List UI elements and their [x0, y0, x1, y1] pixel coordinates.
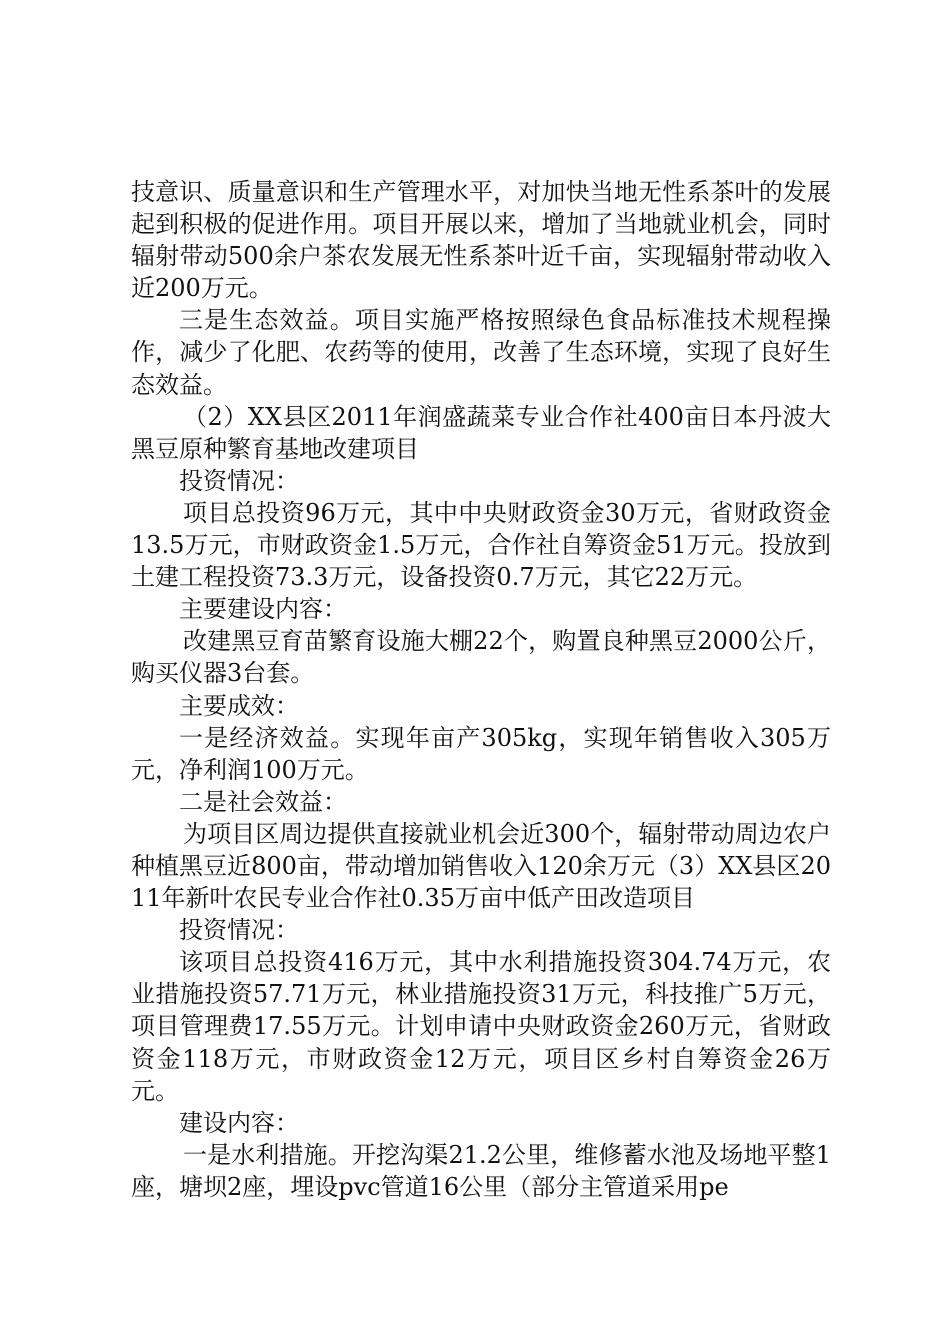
- paragraph-6: 主要建设内容：: [179, 595, 347, 624]
- paragraph-8: 主要成效：: [179, 691, 299, 720]
- paragraph-4: 投资情况：: [179, 466, 299, 495]
- paragraph-14: 建设内容：: [179, 1108, 299, 1137]
- paragraph-7: 改建黑豆育苗繁育设施大棚22个，购置良种黑豆2000公斤，购买仪器3台套。: [131, 627, 831, 688]
- paragraph-12: 投资情况：: [179, 916, 299, 945]
- paragraph-5: 项目总投资96万元，其中中央财政资金30万元，省财政资金13.5万元，市财政资金1.5万元，合作社自筹资金51万元。投放到土建工程投资73.3万元，设备投资0.7万元，其它22万元。: [131, 498, 831, 592]
- document-body: [131, 176, 831, 1203]
- paragraph-2: 三是生态效益。项目实施严格按照绿色食品标准技术规程操作，减少了化肥、农药等的使用，改善了生态环境，实现了良好生态效益。: [131, 306, 831, 399]
- paragraph-1: 技意识、质量意识和生产管理水平，对加快当地无性系茶叶的发展起到积极的促进作用。项目开展以来，增加了当地就业机会，同时辐射带动500余户茶农发展无性系茶叶近千亩，实现辐射带动收入近200万元。: [131, 178, 831, 303]
- paragraph-13: 该项目总投资416万元，其中水利措施投资304.74万元，农业措施投资57.71万元，林业措施投资31万元，科技推广5万元，项目管理费17.55万元。计划申请中央财政资金260万元，省财政资金118万元，市财政资金12万元，项目区乡村自筹资金26万元。: [131, 948, 831, 1105]
- paragraph-10: 二是社会效益：: [179, 787, 347, 816]
- paragraph-3: （2）XX县区2011年润盛蔬菜专业合作社400亩日本丹波大黑豆原种繁育基地改建项目: [131, 402, 831, 463]
- paragraph-11: 为项目区周边提供直接就业机会近300个，辐射带动周边农户种植黑豆近800亩，带动增加销售收入120余万元（3）XX县区2011年新叶农民专业合作社0.35万亩中低产田改造项目: [131, 819, 831, 913]
- paragraph-15: 一是水利措施。开挖沟渠21.2公里，维修蓄水池及场地平整1座，塘坝2座，埋设pvc管道16公里（部分主管道采用pe: [131, 1140, 831, 1201]
- paragraph-9: 一是经济效益。实现年亩产305kg，实现年销售收入305万元，净利润100万元。: [131, 723, 831, 784]
